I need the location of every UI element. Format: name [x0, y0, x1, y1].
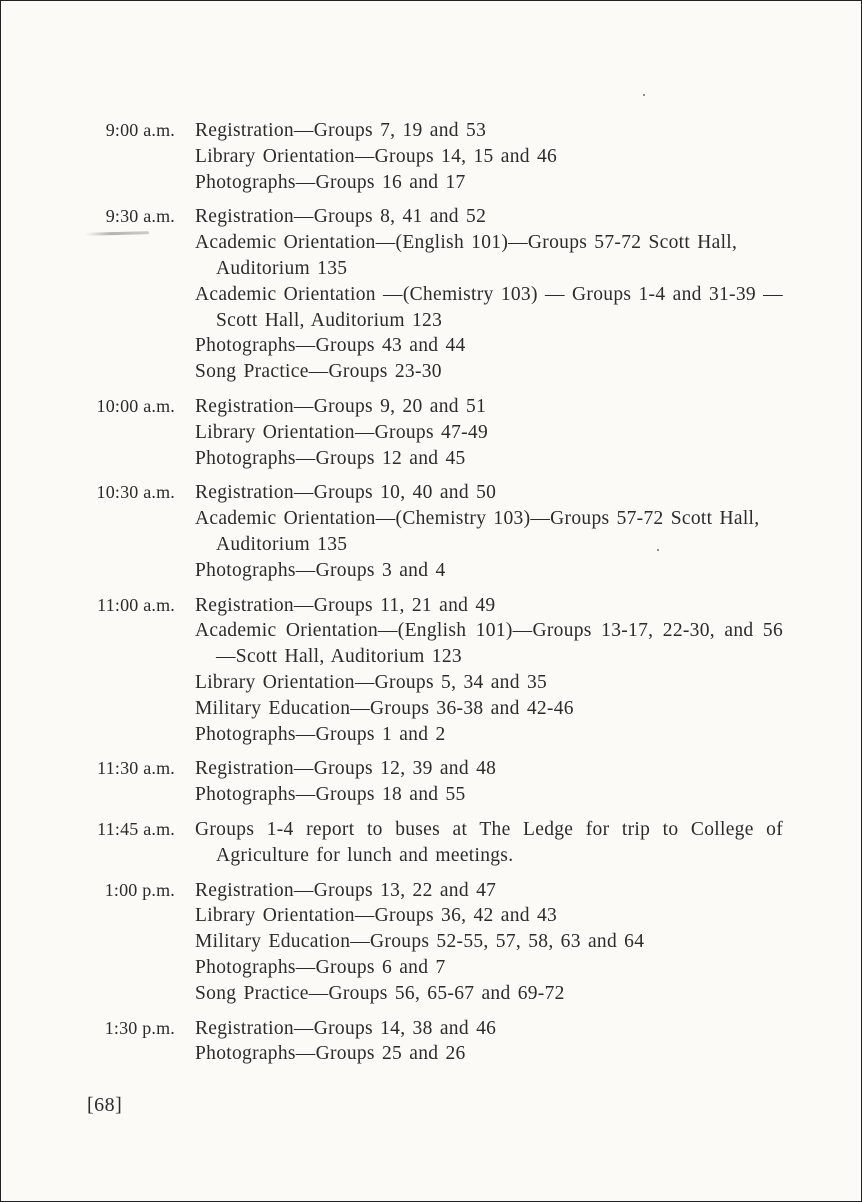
schedule-block-1030 [1, 480, 861, 583]
entry-list [195, 480, 783, 583]
schedule-entry: Military Education—Groups 52-55, 57, 58, 63 and 64 [195, 931, 645, 953]
time-label: 9:30 a.m. [105, 206, 175, 227]
schedule-entry: Military Education—Groups 36-38 and 42-46 [195, 697, 574, 719]
schedule-entry: Library Orientation—Groups 47-49 [195, 421, 489, 443]
schedule-entry: Registration—Groups 7, 19 and 53 [195, 120, 487, 141]
schedule-entry: Library Orientation—Groups 14, 15 and 46 [195, 145, 558, 167]
schedule-block-1330 [1, 1016, 861, 1068]
schedule-entry: Photographs—Groups 18 and 55 [195, 784, 466, 806]
schedule-entry: Registration—Groups 11, 21 and 49 [195, 594, 496, 616]
schedule-block-1130 [1, 756, 861, 808]
schedule-block-1100 [1, 593, 861, 748]
time-label: 9:00 a.m. [105, 120, 175, 140]
entry-list [195, 394, 783, 471]
schedule-entry: Academic Orientation —(Chemistry 103) — Groups 1-4 and 31-39 —Scott Hall, Auditorium 123 [195, 283, 783, 331]
schedule [1, 118, 861, 1076]
schedule-entry: Registration—Groups 10, 40 and 50 [195, 482, 497, 504]
schedule-entry: Academic Orientation—(Chemistry 103)—Groups 57-72 Scott Hall, Auditorium 135 [195, 508, 760, 555]
schedule-entry: Registration—Groups 8, 41 and 52 [195, 206, 487, 228]
entry-list [195, 878, 783, 1007]
schedule-entry: Academic Orientation—(English 101)—Groups 13-17, 22-30, and 56—Scott Hall, Auditorium 123 [195, 620, 783, 668]
schedule-entry: Academic Orientation—(English 101)—Groups 57-72 Scott Hall, Auditorium 135 [195, 232, 738, 279]
schedule-block-1145 [1, 817, 861, 869]
schedule-entry: Registration—Groups 9, 20 and 51 [195, 395, 487, 417]
entry-list [195, 1016, 783, 1068]
schedule-entry: Registration—Groups 12, 39 and 48 [195, 758, 497, 780]
time-label: 11:00 a.m. [97, 594, 175, 615]
time-label: 1:30 p.m. [104, 1017, 175, 1038]
paper-speck [643, 94, 645, 96]
schedule-entry: Photographs—Groups 6 and 7 [195, 956, 446, 978]
schedule-entry: Groups 1-4 report to buses at The Ledge for trip to College of Agriculture for lunch and meetings. [195, 818, 783, 866]
time-label: 11:45 a.m. [97, 818, 175, 839]
schedule-entry: Library Orientation—Groups 5, 34 and 35 [195, 671, 548, 693]
schedule-block-1300 [1, 878, 861, 1007]
schedule-entry: Song Practice—Groups 56, 65-67 and 69-72 [195, 982, 565, 1004]
page-number: [68] [87, 1094, 123, 1116]
entry-list [195, 118, 783, 195]
schedule-block-1000 [1, 394, 861, 471]
schedule-entry: Registration—Groups 13, 22 and 47 [195, 879, 497, 901]
schedule-entry: Photographs—Groups 12 and 45 [195, 447, 466, 469]
time-label: 10:30 a.m. [96, 482, 175, 503]
schedule-entry: Library Orientation—Groups 36, 42 and 43 [195, 905, 558, 927]
time-label: 1:00 p.m. [104, 879, 175, 900]
entry-list [195, 204, 783, 385]
schedule-entry: Photographs—Groups 16 and 17 [195, 171, 466, 193]
entry-list [195, 756, 783, 808]
entry-list [195, 593, 783, 748]
schedule-entry: Photographs—Groups 1 and 2 [195, 723, 446, 745]
time-label: 10:00 a.m. [96, 395, 175, 416]
schedule-block-0900 [1, 118, 861, 195]
paper-speck [657, 549, 659, 551]
entry-list [195, 817, 783, 869]
schedule-entry: Photographs—Groups 25 and 26 [195, 1043, 466, 1065]
schedule-entry: Song Practice—Groups 23-30 [195, 361, 442, 383]
time-label: 11:30 a.m. [97, 758, 175, 779]
schedule-entry: Registration—Groups 14, 38 and 46 [195, 1017, 497, 1039]
schedule-entry: Photographs—Groups 43 and 44 [195, 335, 466, 357]
schedule-entry: Photographs—Groups 3 and 4 [195, 559, 446, 581]
